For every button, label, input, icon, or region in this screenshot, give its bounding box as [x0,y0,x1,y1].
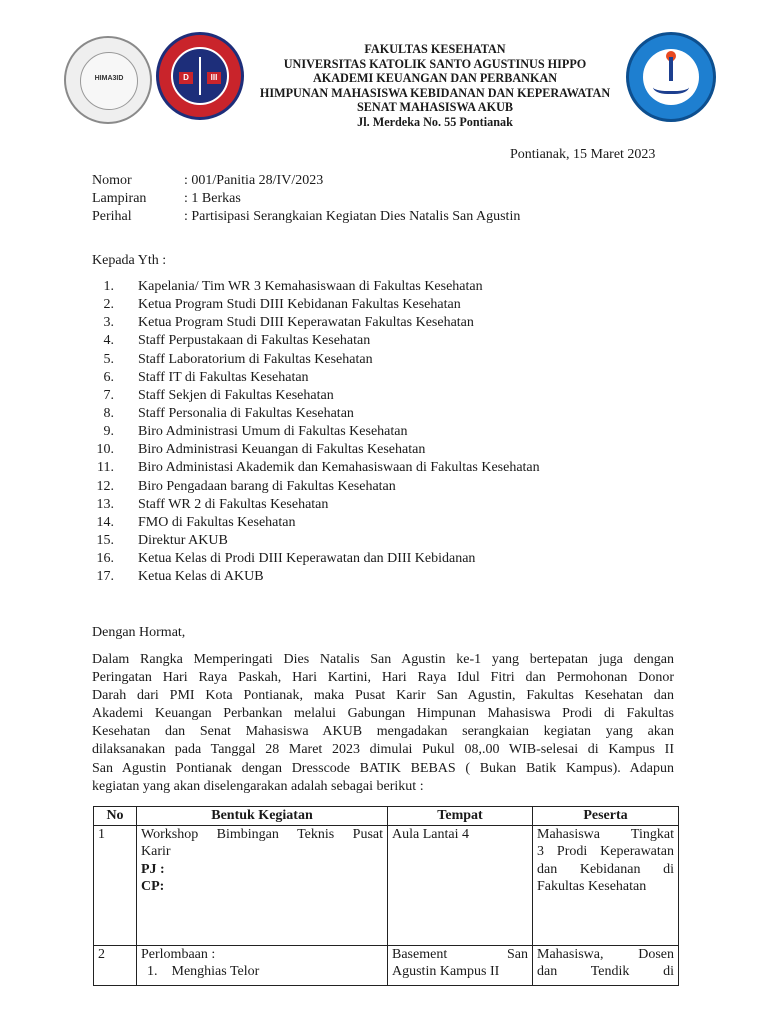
univ-santo-agustinus-logo [64,36,152,124]
list-item [92,369,692,387]
logo-letter-d: D [179,72,193,84]
list-number: 11. [97,460,114,476]
list-number: 4. [103,333,114,349]
list-text: Staff Laboratorium di Fakultas Kesehatan [138,351,373,367]
list-item [92,332,692,350]
letter-date: Pontianak, 15 Maret 2023 [510,147,656,162]
list-item [92,278,692,296]
cell-kegiatan [137,945,388,985]
list-number: 16. [96,551,114,567]
logo-seal-inner [80,52,138,110]
list-number: 12. [96,478,114,494]
list-text: Kapelania/ Tim WR 3 Kemahasiswaan di Fakultas Kesehatan [138,279,483,294]
paragraph-line: Kesehatan dan Senat Mahasiswa AKUB mengadakan serangkaian kegiatan yang akan [92,724,674,740]
cell-kegiatan [137,825,388,945]
cell-line: Mahasiswa Tingkat [537,826,674,842]
book-icon [653,77,689,94]
list-text: Biro Administrasi Umum di Fakultas Kesehatan [138,424,408,440]
meta-value-nomor: : 001/Panitia 28/IV/2023 [184,173,324,188]
list-number: 1. [147,964,158,979]
list-number: 9. [103,424,114,440]
cell-line: Aula Lantai 4 [392,826,469,842]
list-number: 10. [96,442,114,458]
list-item [92,296,692,314]
meta-value-lampiran: : 1 Berkas [184,191,241,206]
cell-line: Workshop Bimbingan Teknis Pusat [141,826,383,842]
paragraph-line: San Agustin Pontianak dengan Dresscode BATIK BEBAS ( Bukan Batik Kampus). Adapun [92,760,674,776]
cell-no: 1 [94,825,137,945]
list-text: Biro Pengadaan barang di Fakultas Kesehatan [138,478,396,494]
paragraph-line: Darah dari PMI Kota Pontianak, maka Pusat Karir San Agustin, Fakultas Kesehatan dan [92,688,674,704]
list-text: Staff Personalia di Fakultas Kesehatan [138,405,354,421]
list-item [92,405,692,423]
senat-mahasiswa-logo [626,32,716,122]
meta-key-lampiran: Lampiran [92,191,147,206]
cell-tempat [388,945,533,985]
letterhead-text [240,42,630,130]
cell-line: Perlombaan : [141,946,216,962]
paragraph-line: dilaksanakan pada Tanggal 28 Maret 2023 dimulai Pukul 08,.00 WIB-selesai di Kampus II [92,742,674,758]
letterhead-line: FAKULTAS KESEHATAN [364,42,506,56]
paragraph-line: Peringatan Hari Raya Paskah, Hari Kartini, Hari Raya Idul Fitri dan Permohonan Donor [92,670,674,686]
table-row [94,825,679,945]
cell-line: Basement San [392,946,528,962]
salutation-to: Kepada Yth : [92,253,167,268]
table-row [94,945,679,985]
paragraph-line: kegiatan yang akan diselengarakan adalah sebagai berikut : [92,778,424,794]
list-number: 2. [103,297,114,313]
list-number: 7. [103,387,114,403]
letterhead-address: Jl. Merdeka No. 55 Pontianak [357,114,513,129]
cp-label: CP: [141,879,165,894]
column-header-tempat: Tempat [388,807,533,826]
list-text: Staff Perpustakaan di Fakultas Kesehatan [138,333,371,349]
cell-line: Agustin Kampus II [392,964,500,979]
list-number: 14. [96,514,114,530]
list-text: Ketua Program Studi DIII Kebidanan Fakultas Kesehatan [138,297,461,313]
list-text: Biro Administasi Akademik dan Kemahasiswaan di Fakultas Kesehatan [138,460,540,476]
cell-tempat [388,825,533,945]
list-number: 15. [96,532,114,548]
list-number: 1. [103,279,114,294]
caduceus-icon [199,57,201,95]
cell-line: Karir [141,844,171,859]
list-number: 8. [103,405,114,421]
logo-badge-inner [171,47,229,105]
greeting: Dengan Hormat, [92,625,186,640]
list-number: 6. [103,369,114,385]
pj-label: PJ : [141,861,165,877]
table-header-row [94,807,679,826]
list-text: Ketua Kelas di Prodi DIII Keperawatan dan DIII Kebidanan [138,551,476,567]
letterhead [0,28,768,128]
list-item [92,514,692,532]
logo-center-text: HIMA3ID [94,75,124,82]
cell-no: 2 [94,945,137,985]
column-header-no: No [94,807,137,826]
list-text: FMO di Fakultas Kesehatan [138,514,296,530]
cell-peserta [533,825,679,945]
logo-letter-iii: III [207,72,221,84]
activity-table [93,806,679,986]
paragraph-line: Akademi Keuangan Perbankan melalui Gabungan Himpunan Mahasiswa Prodi di Fakultas [92,706,674,722]
cell-line: 3 Prodi Keperawatan [537,844,674,859]
meta-key-nomor: Nomor [92,173,132,188]
list-item [92,314,692,332]
list-text: Menghias Telor [171,964,260,979]
cell-peserta [533,945,679,985]
list-item [92,532,692,550]
column-header-peserta: Peserta [533,807,679,826]
list-item [92,423,692,441]
list-item [92,496,692,514]
cell-line: Mahasiswa, Dosen [537,946,674,962]
cell-line: dan Tendik di [537,964,674,979]
list-item [92,550,692,568]
list-text: Staff Sekjen di Fakultas Kesehatan [138,387,334,403]
body-paragraph [92,651,674,796]
column-header-kegiatan: Bentuk Kegiatan [137,807,388,826]
list-text: Ketua Program Studi DIII Keperawatan Fakultas Kesehatan [138,315,474,331]
paragraph-line: Dalam Rangka Memperingati Dies Natalis San Agustin ke-1 yang bertepatan juga dengan [92,652,674,667]
letterhead-line: SENAT MAHASISWA AKUB [357,100,513,115]
cell-line: dan Kebidanan di [537,861,674,877]
list-item [92,387,692,405]
letterhead-line: UNIVERSITAS KATOLIK SANTO AGUSTINUS HIPPO [283,56,587,71]
list-text: Staff WR 2 di Fakultas Kesehatan [138,496,329,512]
list-text: Ketua Kelas di AKUB [138,569,264,585]
list-item [92,441,692,459]
list-text: Staff IT di Fakultas Kesehatan [138,369,309,385]
list-number: 3. [103,315,114,331]
meta-key-perihal: Perihal [92,209,132,224]
letterhead-line: AKADEMI KEUANGAN DAN PERBANKAN [312,71,558,86]
list-item [92,478,692,496]
recipient-list [92,278,692,586]
list-number: 5. [103,351,114,367]
cell-line: Fakultas Kesehatan [537,879,647,894]
list-text: Biro Administrasi Keuangan di Fakultas Kesehatan [138,442,426,458]
meta-value-perihal: : Partisipasi Serangkaian Kegiatan Dies Natalis San Agustin [184,209,521,224]
himpunan-keperawatan-logo [156,32,244,120]
cell-line [141,963,383,981]
list-number: 17. [96,569,114,585]
list-number: 13. [96,496,114,512]
logo-emblem-inner [643,49,699,105]
list-text: Direktur AKUB [138,532,228,548]
list-item [92,459,692,477]
list-item [92,568,692,586]
letterhead-line: HIMPUNAN MAHASISWA KEBIDANAN DAN KEPERAWATAN [259,85,611,100]
list-item [92,351,692,369]
